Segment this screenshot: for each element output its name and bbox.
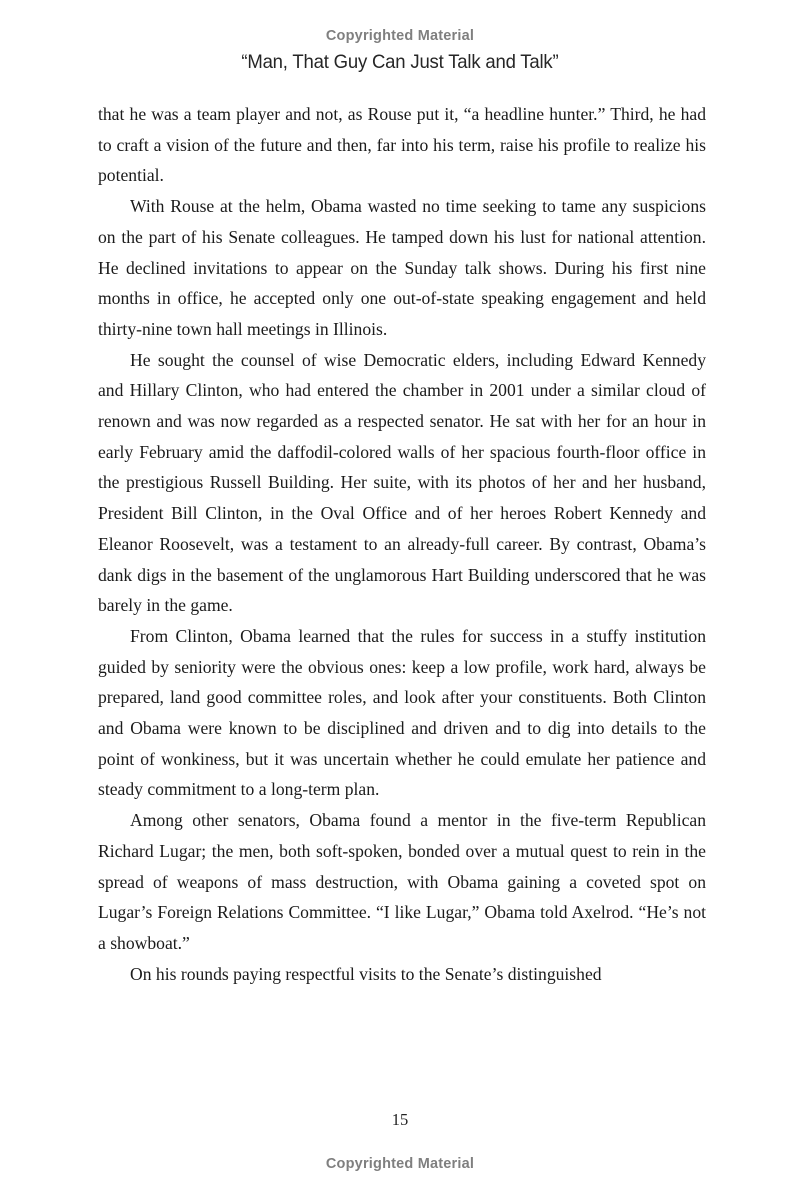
paragraph: that he was a team player and not, as Rouse put it, “a headline hunter.” Third, he had to craft a vision of the future and then, far into his term, raise his profile to realize his potential. [98,104,706,186]
paragraph: With Rouse at the helm, Obama wasted no time seeking to tame any suspicions on the part of his Senate colleagues. He tamped down his lust for national attention. He declined invitations to appear on the Sunday talk shows. During his first nine months in office, he accepted only one out-of-state speaking engagement and held thirty-nine town hall meetings in Illinois. [98,196,706,339]
paragraph: Among other senators, Obama found a mentor in the five-term Republican Richard Lugar; the men, both soft-spoken, bonded over a mutual quest to rein in the spread of weapons of mass destruction, with Obama gaining a coveted spot on Lugar’s Foreign Relations Committee. “I like Lugar,” Obama told Axelrod. “He’s not a showboat.” [98,810,706,953]
copyright-notice-bottom: Copyrighted Material [325,1156,475,1172]
chapter-title-text: “Man, That Guy Can Just Talk and Talk” [241,51,559,73]
copyright-notice-top: Copyrighted Material [325,28,475,44]
page-number: 15 [391,1110,409,1129]
chapter-title [0,51,800,74]
page-body [98,99,706,989]
paragraph: From Clinton, Obama learned that the rules for success in a stuffy institution guided by seniority were the obvious ones: keep a low profile, work hard, always be prepared, land good committee roles, and look after your constituents. Both Clinton and Obama were known to be disciplined and driven and to dig into details to the point of wonkiness, but it was uncertain whether he could emulate her patience and steady commitment to a long-term plan. [98,625,706,800]
paragraph: On his rounds paying respectful visits to the Senate’s distinguished [130,963,602,984]
paragraph: He sought the counsel of wise Democratic elders, including Edward Kennedy and Hillary Clinton, who had entered the chamber in 2001 under a similar cloud of renown and was now regarded as a respected senator. He sat with her for an hour in early February amid the daffodil-colored walls of her spacious fourth-floor office in the prestigious Russell Building. Her suite, with its photos of her and her husband, President Bill Clinton, in the Oval Office and of her heroes Robert Kennedy and Eleanor Roosevelt, was a testament to an already-full career. By contrast, Obama’s dank digs in the basement of the unglamorous Hart Building underscored that he was barely in the game. [98,349,706,616]
